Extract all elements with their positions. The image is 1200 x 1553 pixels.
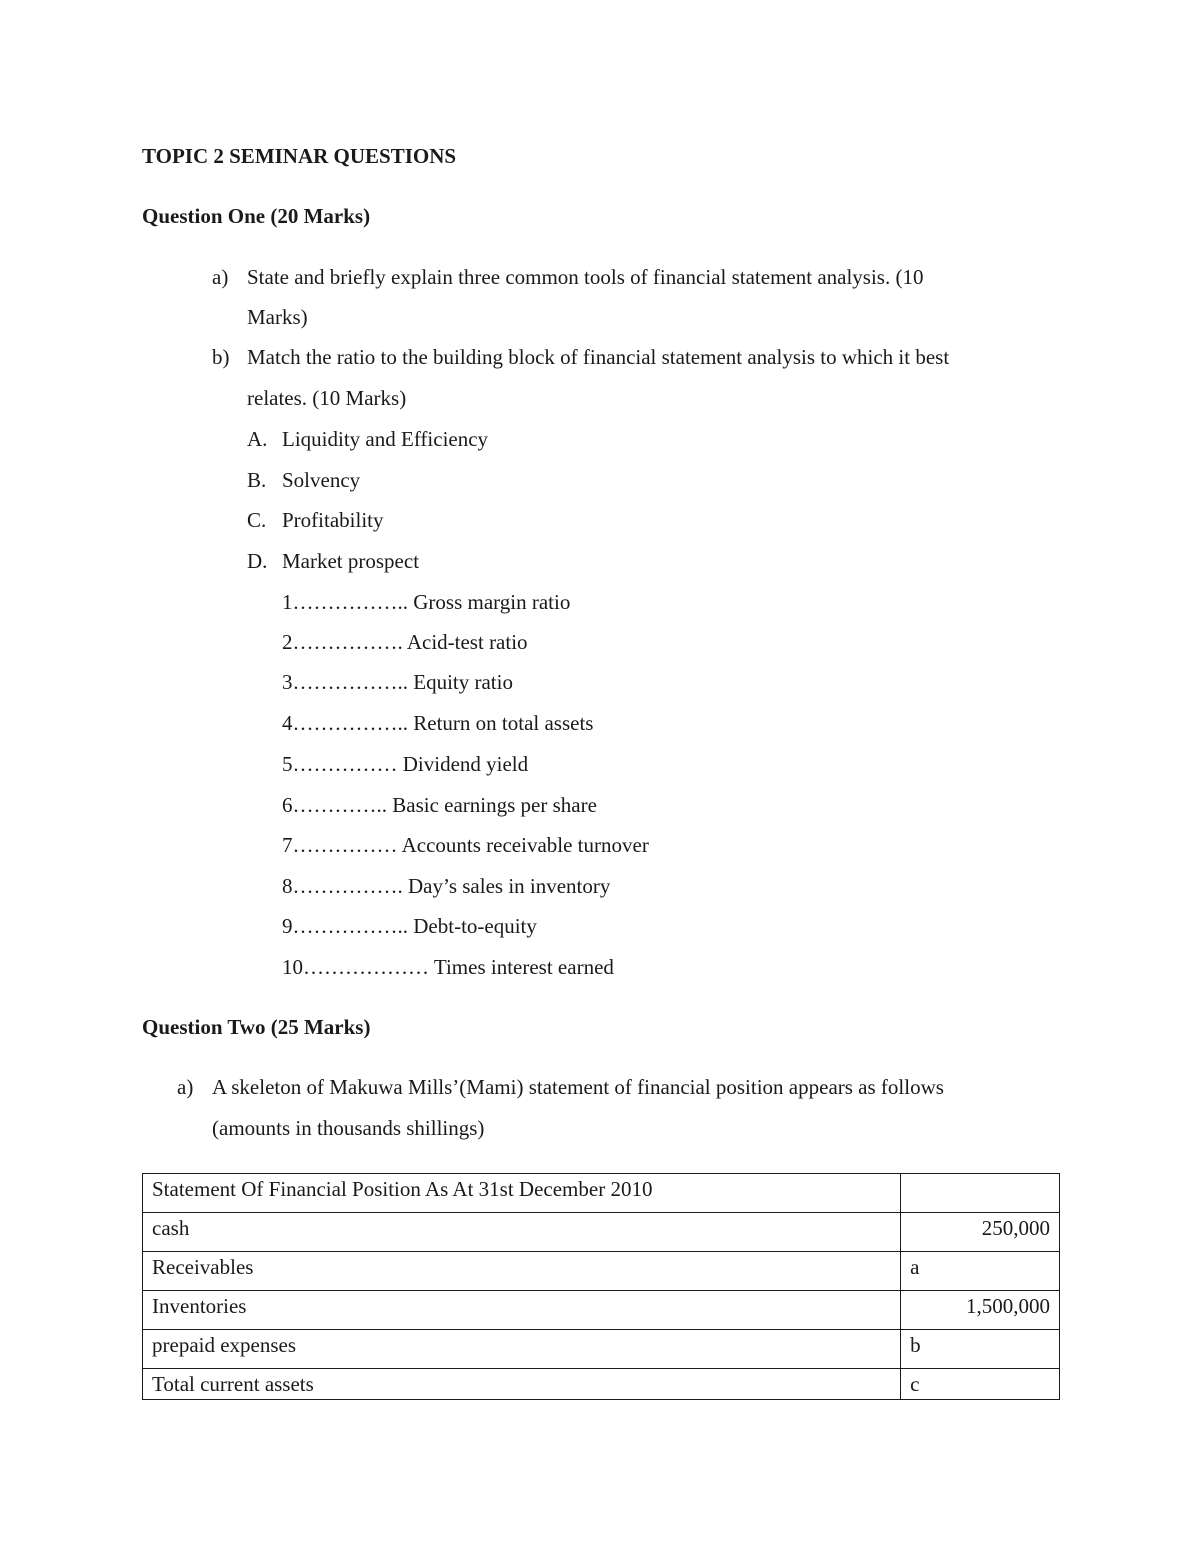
ratio-item: 5…………… Dividend yield — [282, 752, 529, 776]
part-b-text-line-2: relates. (10 Marks) — [247, 386, 407, 410]
table-cell-value: a — [901, 1252, 1060, 1291]
page-title: TOPIC 2 SEMINAR QUESTIONS — [142, 144, 457, 168]
ratio-item: 6………….. Basic earnings per share — [282, 793, 597, 817]
question-two-heading: Question Two (25 Marks) — [142, 1015, 371, 1039]
block-label: Solvency — [282, 468, 361, 492]
block-marker: A. — [247, 427, 268, 451]
table-cell-label: prepaid expenses — [143, 1330, 901, 1369]
table-row — [143, 1330, 1060, 1369]
part-b-marker: b) — [212, 345, 230, 369]
ratio-item: 8……………. Day’s sales in inventory — [282, 874, 611, 898]
ratio-item: 9…………….. Debt-to-equity — [282, 914, 537, 938]
ratio-item: 10……………… Times interest earned — [282, 955, 614, 979]
ratio-item: 2……………. Acid-test ratio — [282, 630, 528, 654]
ratio-item: 4…………….. Return on total assets — [282, 711, 594, 735]
q2-part-a-text-line-2: (amounts in thousands shillings) — [212, 1116, 485, 1140]
table-cell-label: Inventories — [143, 1291, 901, 1330]
table-row — [143, 1369, 1060, 1400]
q2-part-a-text-line-1: A skeleton of Makuwa Mills’(Mami) statement of financial position appears as follows — [212, 1075, 944, 1099]
block-label: Profitability — [282, 508, 384, 532]
table-cell-value — [901, 1174, 1060, 1213]
table-row — [143, 1252, 1060, 1291]
part-b-text-line-1: Match the ratio to the building block of financial statement analysis to which it best — [247, 345, 950, 369]
table-cell-value: 250,000 — [901, 1213, 1060, 1252]
table-row — [143, 1174, 1060, 1213]
table-cell-value: c — [901, 1369, 1060, 1400]
table-cell-value: b — [901, 1330, 1060, 1369]
block-label: Liquidity and Efficiency — [282, 427, 489, 451]
table-cell-label: cash — [143, 1213, 901, 1252]
table-row — [143, 1213, 1060, 1252]
table-cell-label: Statement Of Financial Position As At 31st December 2010 — [143, 1174, 901, 1213]
part-a-marker: a) — [212, 265, 229, 289]
ratio-item: 1…………….. Gross margin ratio — [282, 590, 571, 614]
table-cell-label: Total current assets — [143, 1369, 901, 1400]
financial-position-table — [142, 1173, 1060, 1400]
table-row — [143, 1291, 1060, 1330]
block-marker: D. — [247, 549, 268, 573]
ratio-item: 3…………….. Equity ratio — [282, 670, 513, 694]
ratio-item: 7…………… Accounts receivable turnover — [282, 833, 649, 857]
table-cell-value: 1,500,000 — [901, 1291, 1060, 1330]
table-cell-label: Receivables — [143, 1252, 901, 1291]
block-label: Market prospect — [282, 549, 420, 573]
block-marker: B. — [247, 468, 267, 492]
part-a-text-line-2: Marks) — [247, 305, 308, 329]
question-one-heading: Question One (20 Marks) — [142, 204, 371, 228]
block-marker: C. — [247, 508, 267, 532]
part-a-text-line-1: State and briefly explain three common tools of financial statement analysis. (10 — [247, 265, 924, 289]
q2-part-a-marker: a) — [177, 1075, 194, 1099]
